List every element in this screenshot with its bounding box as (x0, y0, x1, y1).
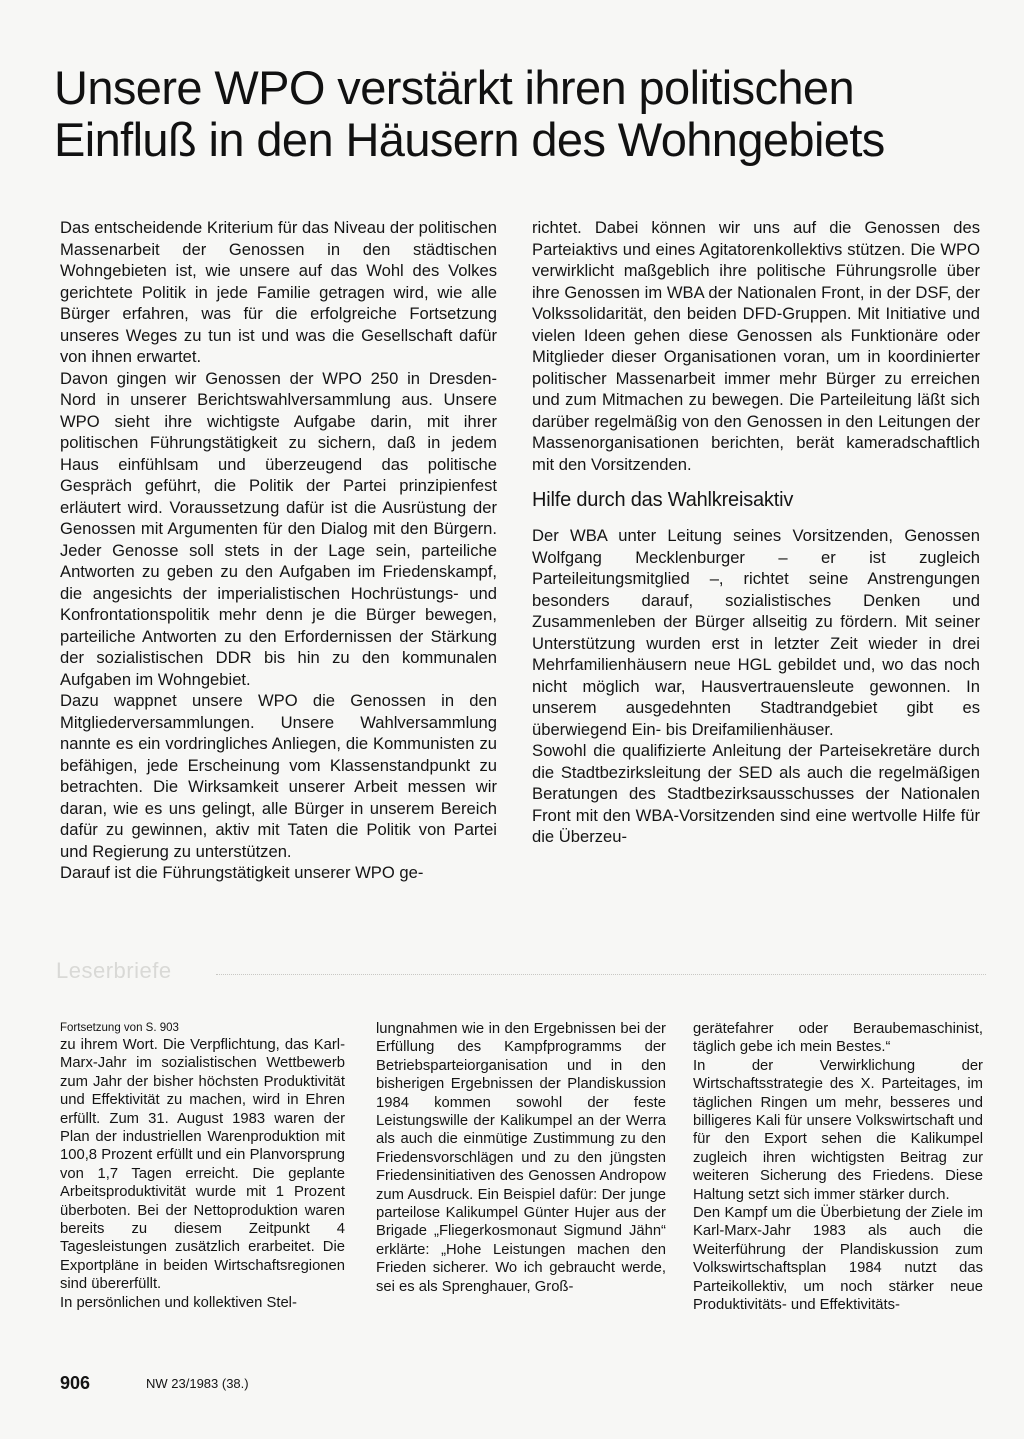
letters-column-2 (376, 1020, 666, 1296)
paragraph: Den Kampf um die Überbietung der Ziele im Karl-Marx-Jahr 1983 als auch die Weiterführung der Plandiskussion zum Volkswirtschaftsplan 1984 nutzt das Parteikollektiv, um noch stärker neue Produktivitäts- und Effektivitäts- (693, 1205, 983, 1314)
paragraph: lungnahmen wie in den Ergebnissen bei der Erfüllung des Kampfprogramms der Betriebsparteiorganisation und in den bisherigen Ergebnissen der Plandiskussion 1984 kommen sowohl der feste Leistungswille der Kalikumpel an der Werra als auch die einmütige Zustimmung zu den Friedensvorschlägen und zu den jüngsten Friedensinitiativen des Genossen Andropow zum Ausdruck. Ein Beispiel dafür: Der junge parteilose Kalikumpel Günter Hujer aus der Brigade „Fliegerkosmonaut Sigmund Jähn“ erklärte: „Hohe Leistungen machen den Frieden sicherer. Wo ich gebraucht werde, sei es als Sprenghauer, Groß- (376, 1021, 666, 1295)
paragraph: In der Verwirklichung der Wirtschaftsstrategie des X. Parteitages, im täglichen Ringen um mehr, besseres und billigeres Kali für unsere Volkswirtschaft und für den Export sehen die Kalikumpel zugleich ihren wichtigsten Beitrag zur weiteren Sicherung des Friedens. Diese Haltung setzt sich immer stärker durch. (693, 1057, 983, 1203)
paragraph: In persönlichen und kollektiven Stel- (60, 1294, 297, 1311)
paragraph: gerätefahrer oder Beraubemaschinist, täglich gebe ich mein Bestes.“ (693, 1021, 983, 1056)
paragraph: Der WBA unter Leitung seines Vorsitzenden, Genossen Wolfgang Mecklenburger – er ist zugleich Parteileitungsmitglied –, richtet seine Anstrengungen besonders darauf, sozialistisches Denken und Zusammenleben der Bürger allseitig zu fördern. Mit seiner Unterstützung wurden erst in letzter Zeit wieder in drei Mehrfamilienhäusern neue HGL gebildet und, wo das noch nicht möglich war, Hausvertrauensleute gewonnen. In unserem ausgedehnten Stadtrandgebiet gibt es überwiegend Ein- bis Dreifamilienhäuser. (532, 526, 980, 739)
article-left-column (60, 217, 497, 884)
page-footer (60, 1373, 249, 1394)
paragraph: Darauf ist die Führungstätigkeit unserer WPO ge- (60, 863, 424, 882)
headline-line-2: Einfluß in den Häusern des Wohngebiets (54, 113, 885, 166)
headline-line-1: Unsere WPO verstärkt ihren politischen (54, 61, 854, 114)
continuation-note: Fortsetzung von S. 903 (60, 1022, 179, 1034)
paragraph: Dazu wappnet unsere WPO die Genossen in den Mitgliederversammlungen. Unsere Wahlversammlung nannte es ein vordringliches Anliegen, die Kommunisten zu befähigen, jede Erscheinung vom Klassenstandpunkt zu betrachten. Die Wirksamkeit unserer Arbeit messen wir daran, wie es uns gelingt, alle Bürger in unserem Bereich dafür zu gewinnen, aktiv mit Taten die Politik von Partei und Regierung zu unterstützen. (60, 691, 497, 861)
page-number: 906 (60, 1373, 91, 1393)
paragraph: Davon gingen wir Genossen der WPO 250 in Dresden-Nord in unserer Berichtswahlversammlung aus. Unsere WPO sieht ihre wichtigste Aufgabe darin, mit ihrer politischen Führungstätigkeit zu sichern, daß in jedem Haus einfühlsam und überzeugend das politische Gespräch geführt, die Politik der Partei prinzipienfest erläutert wird. Voraussetzung dafür ist die Ausrüstung der Genossen mit Argumenten für den Dialog mit den Bürgern. Jeder Genosse soll stets in der Lage sein, parteiliche Antworten zu geben zu den Aufgaben im Friedenskampf, die angesichts der imperialistischen Hochrüstungs- und Konfrontationspolitik mehr denn je die Bürger bewegen, parteiliche Antworten zu den Erfordernissen der Stärkung der sozialistischen DDR bis hin zu den kommunalen Aufgaben im Wohngebiet. (60, 368, 497, 689)
issue-reference: NW 23/1983 (38.) (146, 1376, 249, 1391)
letters-section-divider (56, 958, 986, 986)
letters-section-label: Leserbriefe (56, 958, 172, 983)
article-right-column (532, 217, 980, 848)
letters-column-3 (693, 1020, 983, 1315)
paragraph: Das entscheidende Kriterium für das Niveau der politischen Massenarbeit der Genossen in den städtischen Wohngebieten ist, wie unsere auf das Wohl des Volkes gerichtete Politik in jede Familie getragen wird, wie alle Bürger erfahren, was für die erfolgreiche Fortsetzung unseres Weges zu tun ist und was die Gesellschaft dafür von ihnen erwartet. (60, 218, 497, 366)
paragraph: zu ihrem Wort. Die Verpflichtung, das Karl-Marx-Jahr im sozialistischen Wettbewerb zum Jahr der bisher höchsten Produktivität und Effektivität zu machen, wird in Ehren erfüllt. Zum 31. August 1983 waren der Plan der industriellen Warenproduktion mit 100,8 Prozent erfüllt und ein Planvorsprung von 1,7 Tagen erreicht. Die geplante Arbeitsproduktivität wurde mit 1 Prozent überboten. Bei der Nettoproduktion waren bereits zu diesem Zeitpunkt 4 Tagesleistungen zusätzlich erarbeitet. Die Exportpläne in beiden Wirtschaftsregionen sind übererfüllt. (60, 1037, 345, 1293)
paragraph: richtet. Dabei können wir uns auf die Genossen des Parteiaktivs und eines Agitatorenkollektivs stützen. Die WPO verwirklicht maßgeblich ihre politische Führungsrolle über ihre Genossen im WBA der Nationalen Front, in der DSF, der Volkssolidarität, den beiden DFD-Gruppen. Mit Initiative und vielen Ideen gehen diese Genossen als Funktionäre oder Mitglieder dieser Organisationen voran, um in koordinierter politischer Massenarbeit immer mehr Bürger zu erreichen und zum Mitmachen zu bewegen. Die Parteileitung läßt sich darüber regelmäßig von den Genossen in den Leitungen der Massenorganisationen berichten, berät kameradschaftlich mit den Vorsitzenden. (532, 218, 980, 474)
section-subheading: Hilfe durch das Wahlkreisaktiv (532, 489, 794, 511)
paragraph: Sowohl die qualifizierte Anleitung der Parteisekretäre durch die Stadtbezirksleitung der SED als auch die regelmäßigen Beratungen des Stadtbezirksausschusses der Nationalen Front mit den WBA-Vorsitzenden sind eine wertvolle Hilfe für die Überzeu- (532, 741, 980, 846)
letters-column-1 (60, 1020, 345, 1312)
divider-line (216, 974, 986, 975)
article-headline (54, 62, 954, 166)
